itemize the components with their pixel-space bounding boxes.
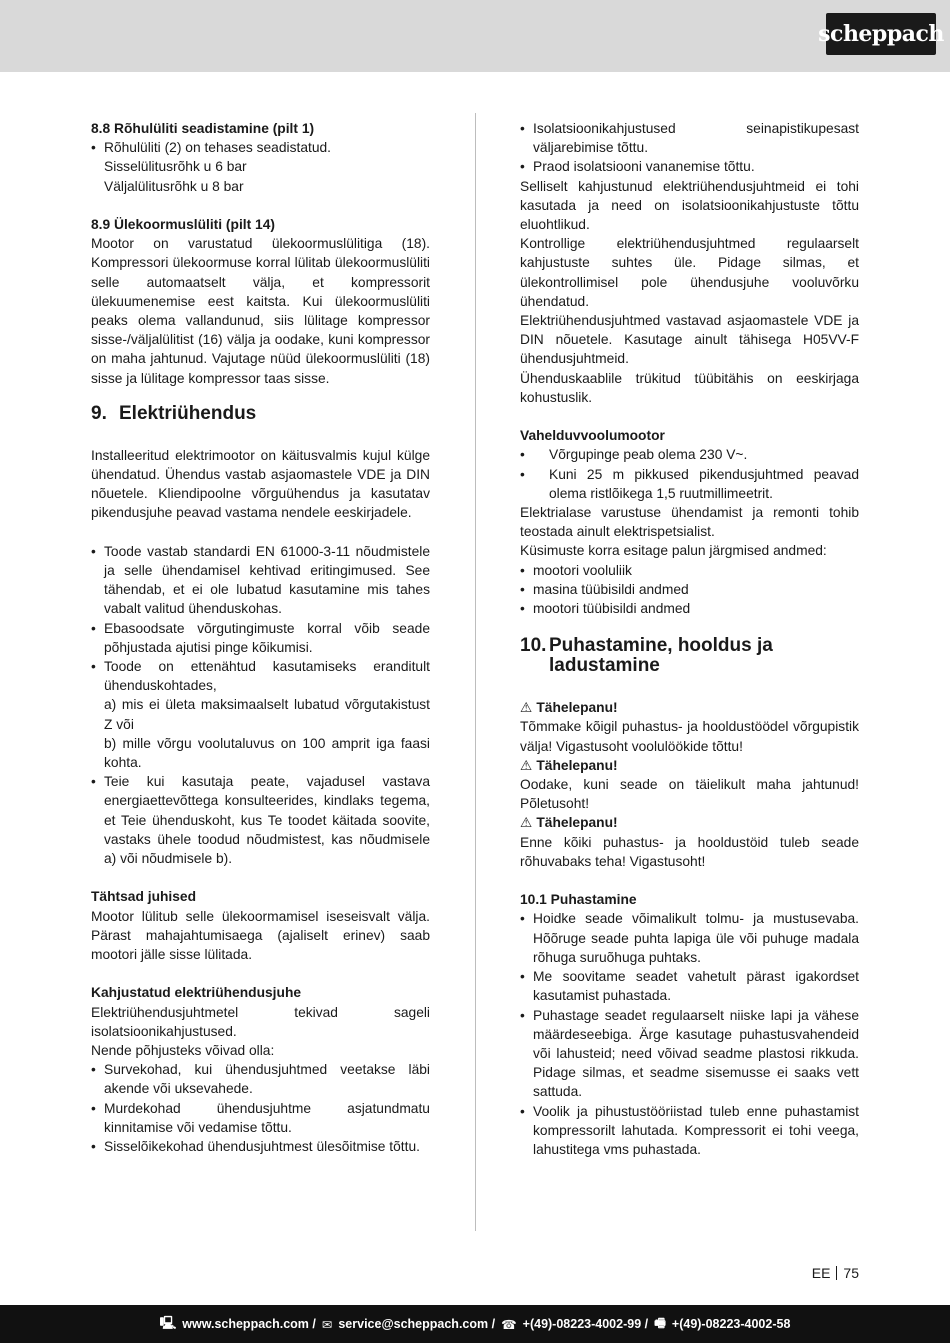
footer-contact-bar [0,1305,950,1343]
damaged-cable-list [91,1060,430,1156]
list-item: • mootori vooluliik [520,561,859,580]
list-item: • Toode on ettenähtud kasutamiseks eranditult ühenduskohtades, a) mis ei ületa maksimaalselt lubatud võrgutakistust Z või b) mille võrgu voolutaluvus on 100 amprit iga faasi kohta. [91,657,430,772]
list-item: • Hoidke seade võimalikult tolmu- ja mustusevaba. Hõõruge seade puhta lapiga üle või puhuge madala rõhuga suruõhuga puhtaks. [520,909,859,967]
list-item: • Survekohad, kui ühendusjuhtmed veetakse läbi akende või uksevahede. [91,1060,430,1098]
section-8-8-list [91,138,430,196]
phone-icon: ☎ [501,1317,517,1332]
section-9-list [91,542,430,868]
warning-text-3: Enne kõiki puhastus- ja hooldustöid tuleb seade rõhuvabaks teha! Vigastusoht! [520,834,859,869]
section-10-1-title: 10.1 Puhastamine [520,892,637,908]
damaged-cable-causes: Nende põhjusteks võivad olla: [91,1043,275,1059]
page-number: EE 75 [811,1265,859,1281]
cable-text-4: Ühenduskaablile trükitud tüübitähis on eeskirjaga kohustuslik. [520,370,859,405]
required-data-list [520,561,859,619]
cable-text-1: Selliselt kahjustunud elektriühendusjuhtmeid ei tohi kasutada ja need on isolatsioonikahjustuste tõttu eluohtlikud. [520,178,859,233]
important-notes-text: Mootor lülitub selle ülekoormamisel iseseisvalt välja. Pärast mahajahtumisaega (ajaliselt erinev) saab mootori jälle sisse lülitada. [91,908,430,963]
section-8-9-title: 8.9 Ülekoormuslüliti (pilt 14) [91,217,275,232]
list-item: • masina tüübisildi andmed [520,580,859,599]
list-item: • Rõhulüliti (2) on tehases seadistatud. Sisselülitusrõhk u 6 bar Väljalülitusrõhk u 8 bar [91,138,430,196]
damaged-cable-title: Kahjustatud elektriühendusjuhe [91,985,302,1001]
list-item: • Isolatsioonikahjustused seinapistikupesast väljarebimise tõttu. [520,119,859,157]
right-column [520,119,859,1159]
section-8-9-text: Mootor on varustatud ülekoormuslülitiga (18). Kompressori ülekoormuse korral lülitab ülekoormuslüliti selle automaatselt välja, et kompressorit ülekuumenemise eest kaitsta. Kui ülekoormuslüliti peaks olema vallandunud, siis lülitage kompressor sisse-/väljalülitist (16) välja ja oodake, kuni kompressor on maha jahtunud. Vajutage nüüd ülekoormuslüliti (18) sisse ja lülitage kompressor taas sisse. [91,236,430,386]
fax-number: +(49)-08223-4002-58 [671,1317,791,1331]
section-9-intro: Installeeritud elektrimootor on käitusvalmis kujul külge ühendatud. Ühendus vastab asjaomastele VDE ja DIN nõuetele. Kliendipoolne võrguühendus ja kasutatav pikendusjuhe peavad vastama nendele eeskirjadele. [91,447,430,521]
ac-motor-text-2: Küsimuste korra esitage palun järgmised andmed: [520,543,827,559]
list-item: • Murdekohad ühendusjuhtme asjatundmatu kinnitamise või vedamise tõttu. [91,1099,430,1137]
list-item: • mootori tüübisildi andmed [520,599,859,618]
damaged-cable-text: Elektriühendusjuhtmetel tekivad sageli isolatsioonikahjustused. [91,1004,430,1039]
cable-text-2: Kontrollige elektriühendusjuhtmed regulaarselt kahjustuste suhtes üle. Pidage silmas, et ülekontrollimisel pole ühendusjuhe vooluvõrku ühendatud. [520,236,859,309]
left-column [91,119,430,1156]
warning-icon: ⚠ [520,700,533,716]
list-item: • Teie kui kasutaja peate, vajadusel vastava energiaettevõttega konsulteerides, kindlaks tegema, et Teie ühenduskoht, kus Te toodet käitada soovite, vastaks ühele toodud nõudmistest, kas nõudmisele a) või nõudmisele b). [91,772,430,868]
column-divider [475,113,476,1231]
list-item: • Toode vastab standardi EN 61000-3-11 nõudmistele ja selle ühendamisel kehtivad eritingimused. See tähendab, et ei ole lubatud kasutamine mis tahes vabalt valitud ühenduskohas. [91,542,430,619]
warning-label-1: ⚠ Tähelepanu! [520,698,859,717]
section-9-heading: 9. Elektriühendus [91,402,257,424]
important-notes-title: Tähtsad juhised [91,889,197,905]
list-item: • Me soovitame seadet vahetult pärast igakordset kasutamist puhastada. [520,967,859,1005]
list-item: • Kuni 25 m pikkused pikendusjuhtmed peavad olema ristlõikega 1,5 ruutmillimeetrit. [520,465,859,503]
warning-icon: ⚠ [520,815,533,831]
ac-motor-list [520,445,859,503]
ac-motor-text-1: Elektrialase varustuse ühendamist ja remonti tohib teostada ainult elektrispetsialist. [520,505,859,540]
warning-label-2: ⚠ Tähelepanu! [520,756,859,775]
insulation-damage-list [520,119,859,177]
warning-text-2: Oodake, kuni seade on täielikult maha jahtunud! Põletusoht! [520,777,859,812]
warning-label-3: ⚠ Tähelepanu! [520,813,859,832]
warning-icon: ⚠ [520,757,533,773]
computer-icon: 🖳 [159,1315,177,1330]
list-item: • Võrgupinge peab olema 230 V~. [520,445,859,464]
scheppach-logo: scheppach [826,13,936,55]
ac-motor-title: Vahelduvvoolumootor [520,428,665,444]
list-item: • Ebasoodsate võrgutingimuste korral võib seade põhjustada ajutisi pinge kõikumisi. [91,619,430,657]
cable-text-3: Elektriühendusjuhtmed vastavad asjaomastele VDE ja DIN nõuetele. Kasutage ainult tähisega H05VV-F ühendusjuhtmeid. [520,313,859,367]
website-link[interactable]: www.scheppach.com / [182,1317,316,1331]
header-band [0,0,950,72]
section-10-heading: 10. Puhastamine, hooldus ja ladustamine [520,635,773,677]
fax-icon: 🖷 [654,1315,666,1330]
cleaning-list [520,909,859,1159]
list-item: • Sisselõikekohad ühendusjuhtmest ülesõitmise tõttu. [91,1137,430,1156]
mail-icon: ✉ [321,1317,333,1332]
list-item: • Praod isolatsiooni vananemise tõttu. [520,157,859,176]
list-item: • Voolik ja pihustustööriistad tuleb enne puhastamist kompressorilt lahutada. Kompressorit ei tohi veega, lahustitega vms puhastada. [520,1102,859,1160]
warning-text-1: Tõmmake kõigil puhastus- ja hooldustöödel võrgupistik välja! Vigastusoht voolulöökide tõttu! [520,719,859,754]
section-8-8-title: 8.8 Rõhulüliti seadistamine (pilt 1) [91,121,315,136]
phone-number: +(49)-08223-4002-99 / [522,1317,649,1331]
email-link[interactable]: service@scheppach.com / [338,1317,496,1331]
list-item: • Puhastage seadet regulaarselt niiske lapi ja vähese määrdeseebiga. Ärge kasutage puhastusvahendeid või lahusteid; need võivad seadme plastosi rikkuda. Pidage silmas, et seadme sisemusse ei saaks vett sattuda. [520,1006,859,1102]
